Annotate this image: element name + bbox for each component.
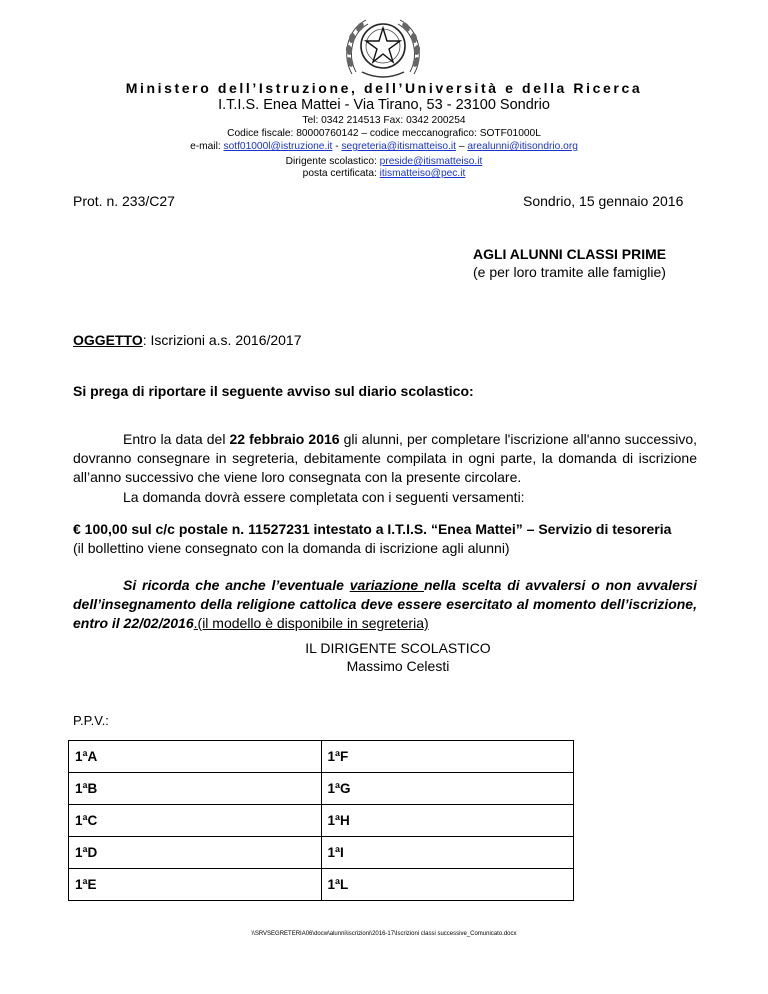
p4-text-a: Si ricorda che anche l’eventuale [123, 577, 350, 593]
pec-line [0, 168, 768, 179]
protocol-number: Prot. n. 233/C27 [73, 193, 175, 209]
classes-table [68, 740, 574, 901]
class-cell: 1ªI [321, 837, 574, 869]
p4-text-c: .(il modello è disponibile in segreteria) [193, 615, 429, 631]
class-cell: 1ªL [321, 869, 574, 901]
class-cell: 1ªA [69, 741, 322, 773]
subject-line [73, 332, 302, 348]
table-row [69, 837, 574, 869]
class-cell: 1ªF [321, 741, 574, 773]
file-path-footer: \\SRVSEGRETERIA06\docw\alunni\iscrizioni\2016-17\Iscrizioni classi successive_Comunicato.docx [251, 931, 517, 937]
p4-text-b: nella scelta di avvalersi o non avvalersi dell’insegnamento della religione cattolica deve essere esercitato al momento dell’iscrizione, entro il 22/02/2016 [73, 577, 697, 631]
p1-deadline-date: 22 febbraio 2016 [229, 431, 340, 447]
notice-heading: Si prega di riportare il seguente avviso sul diario scolastico: [73, 383, 474, 399]
class-cell: 1ªE [69, 869, 322, 901]
ppv-label: P.P.V.: [73, 713, 109, 728]
subject-label: OGGETTO [73, 332, 143, 348]
email-link-istruzione[interactable]: sotf01000l@istruzione.it [223, 141, 333, 152]
class-cell: 1ªH [321, 805, 574, 837]
phone-fax: Tel: 0342 214513 Fax: 0342 200254 [302, 115, 466, 126]
table-row [69, 741, 574, 773]
letter-date: Sondrio, 15 gennaio 2016 [523, 193, 684, 209]
email-link-arealunni[interactable]: arealunni@itisondrio.org [467, 141, 578, 152]
signature-title: IL DIRIGENTE SCOLASTICO [305, 640, 491, 656]
email-label: e-mail: [190, 141, 224, 152]
table-row [69, 773, 574, 805]
email-separator: - [332, 141, 342, 152]
paragraph-postal-account [73, 520, 697, 558]
signature-name: Massimo Celesti [346, 658, 450, 674]
paragraph-payments: La domanda dovrà essere completata con i seguenti versamenti: [123, 489, 525, 505]
dirigente-email-link[interactable]: preside@itismatteiso.it [379, 156, 483, 167]
class-cell: 1ªD [69, 837, 322, 869]
table-row [69, 869, 574, 901]
paragraph-deadline [73, 430, 697, 487]
recipient-note: (e per loro tramite alle famiglie) [473, 264, 666, 280]
p4-variation: variazione [349, 577, 424, 593]
republic-emblem-icon [340, 12, 426, 82]
p1-text-a: Entro la data del [123, 431, 230, 447]
p1-text-c: gli alunni, per completare l'iscrizione all'anno successivo, dovranno consegnare in segreteria, debitamente compilata in ogni parte, la domanda di iscrizione all’anno successivo che viene loro consegnata con la presente circolare. [73, 431, 697, 485]
ministry-title: Ministero dell’Istruzione, dell’Università e della Ricerca [125, 80, 643, 96]
recipient: AGLI ALUNNI CLASSI PRIME [473, 246, 667, 262]
postal-account-note: (il bollettino viene consegnato con la domanda di iscrizione agli alunni) [73, 540, 510, 556]
dirigente-line [0, 156, 768, 167]
email-separator: – [455, 141, 468, 152]
class-cell: 1ªG [321, 773, 574, 805]
pec-label: posta certificata: [302, 168, 380, 179]
pec-email-link[interactable]: itismatteiso@pec.it [379, 168, 466, 179]
paragraph-religion-choice [73, 576, 697, 633]
school-address: I.T.I.S. Enea Mattei - Via Tirano, 53 - 23100 Sondrio [218, 97, 550, 113]
class-cell: 1ªC [69, 805, 322, 837]
subject-text: : Iscrizioni a.s. 2016/2017 [142, 332, 302, 348]
email-line [0, 141, 768, 152]
postal-account-details: € 100,00 sul c/c postale n. 11527231 intestato a I.T.I.S. “Enea Mattei” – Servizio di tesoreria [73, 521, 672, 537]
fiscal-code: Codice fiscale: 80000760142 – codice meccanografico: SOTF01000L [227, 128, 541, 139]
class-cell: 1ªB [69, 773, 322, 805]
table-row [69, 805, 574, 837]
email-link-segreteria[interactable]: segreteria@itismatteiso.it [341, 141, 456, 152]
dirigente-label: Dirigente scolastico: [285, 156, 380, 167]
